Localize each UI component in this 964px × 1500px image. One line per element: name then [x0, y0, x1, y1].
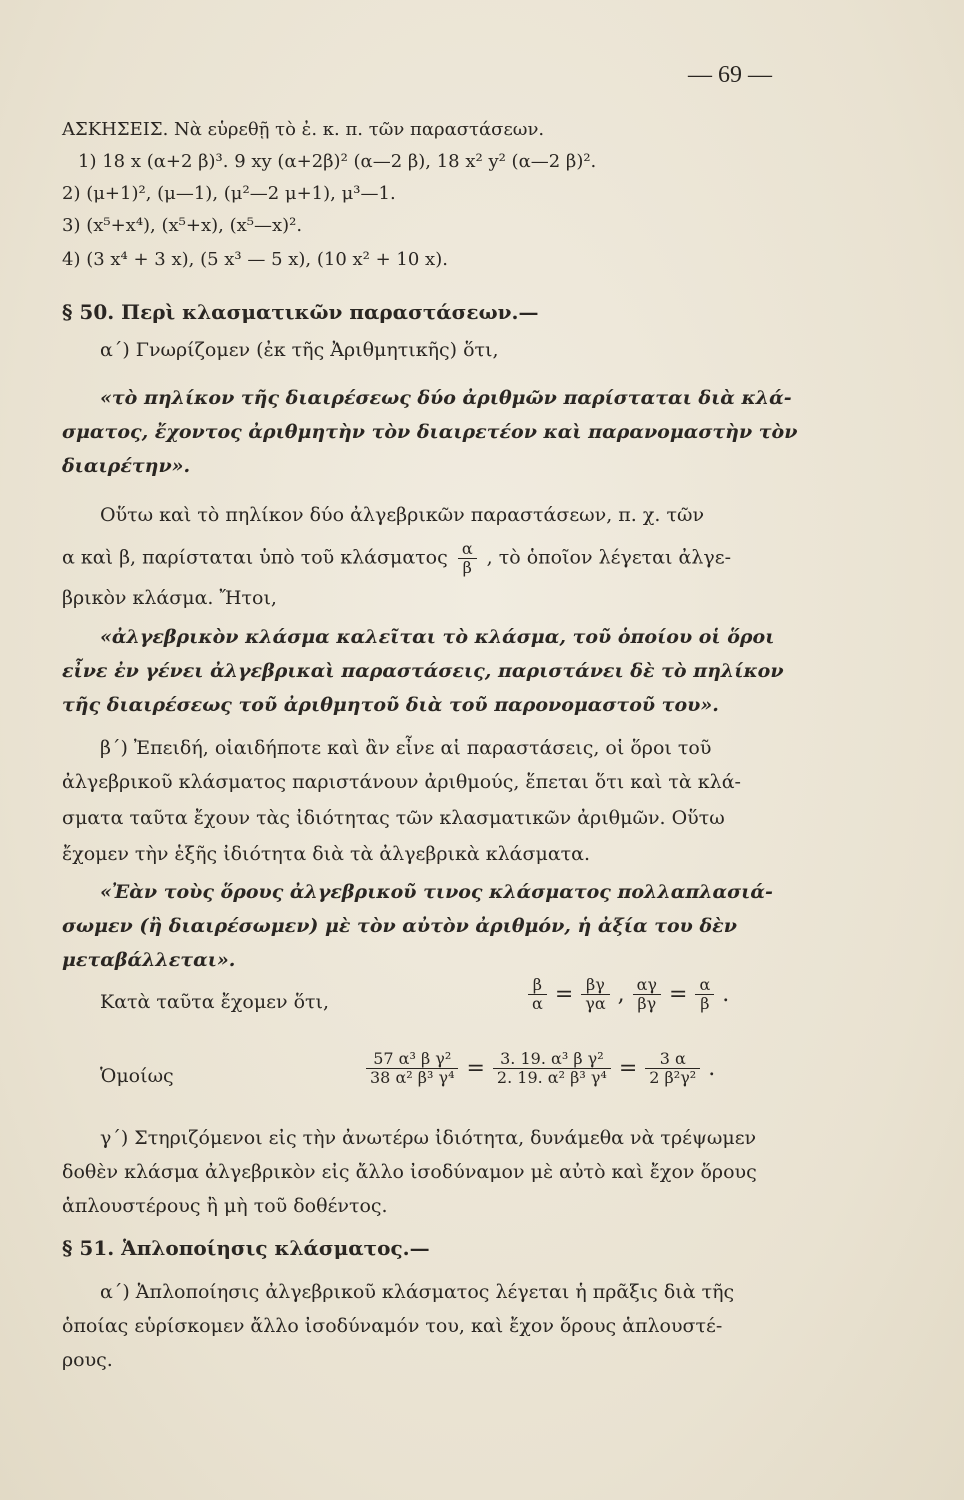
fraction-numerator: 3 α	[645, 1050, 700, 1069]
definition-line: «ἀλγεβρικὸν κλάσμα καλεῖται τὸ κλάσμα, τοῦ ὁποίου οἱ ὅροι	[100, 626, 775, 648]
fraction-numerator: α	[458, 540, 477, 559]
quote-line: «τὸ πηλίκον τῆς διαιρέσεως δύο ἀριθμῶν παρίσταται διὰ κλά-	[100, 387, 792, 409]
definition-line: τῆς διαιρέσεως τοῦ ἀριθμητοῦ διὰ τοῦ παρονομαστοῦ του».	[62, 694, 719, 716]
paragraph-line: α΄) Ἁπλοποίησις ἀλγεβρικοῦ κλάσματος λέγεται ἡ πρᾶξις διὰ τῆς	[100, 1281, 735, 1303]
fraction	[645, 1050, 700, 1087]
fraction-a-over-b	[458, 540, 477, 577]
paragraph-line: δοθὲν κλάσμα ἀλγεβρικὸν εἰς ἄλλο ἰσοδύναμον μὲ αὐτὸ καὶ ἔχον ὅρους	[62, 1161, 757, 1183]
exercise-item: 3) (x⁵+x⁴), (x⁵+x), (x⁵—x)².	[62, 215, 303, 236]
fraction-denominator: 2. 19. α² β³ γ⁴	[496, 1068, 607, 1087]
fraction-denominator: β	[700, 994, 710, 1013]
fraction	[695, 976, 714, 1013]
fraction	[633, 976, 661, 1013]
fraction-denominator: α	[532, 994, 543, 1013]
equation-1: $\frac{\beta}{\alpha}$ = $\frac{\beta\gamma}{\gamma\alpha}$ , $\frac{\alpha\gamma}{\beta\gamma}$ = $\frac{\alpha}{\beta}$ .	[524, 976, 733, 1013]
fraction-numerator: βγ	[581, 976, 609, 995]
fraction	[581, 976, 609, 1013]
equation-label: Κατὰ ταῦτα ἔχομεν ὅτι,	[100, 991, 330, 1013]
quote-line: σωμεν (ἢ διαιρέσωμεν) μὲ τὸν αὐτὸν ἀριθμόν, ἡ ἀξία του δὲν	[62, 915, 737, 937]
text-segment: α καὶ β, παρίσταται ὑπὸ τοῦ κλάσματος	[62, 546, 448, 569]
section-51-heading: § 51. Ἁπλοποίησις κλάσματος.—	[62, 1236, 430, 1260]
quote-line: σματος, ἔχοντος ἀριθμητὴν τὸν διαιρετέον καὶ παρανομαστὴν τὸν	[62, 421, 798, 443]
section-50-heading: § 50. Περὶ κλασματικῶν παραστάσεων.—	[62, 300, 539, 324]
equation-2: $\frac{\text{57 α³ β γ²}}{\text{38 α² β³ γ⁴}}$ = $\frac{\text{3. 19. α³ β γ²}}{\text{2. 19. α² β³ γ⁴}}$ = $\frac{3 \alpha}{\text{2 β²γ²}}$ .	[362, 1050, 719, 1087]
fraction-numerator: αγ	[633, 976, 661, 995]
page-number: — 69 —	[688, 62, 772, 88]
definition-line: εἶνε ἐν γένει ἀλγεβρικαὶ παραστάσεις, παριστάνει δὲ τὸ πηλίκον	[62, 660, 784, 682]
exercise-item: 1) 18 x (α+2 β)³. 9 xy (α+2β)² (α—2 β), 18 x² y² (α—2 β)².	[78, 151, 597, 172]
fraction-denominator: γα	[585, 994, 606, 1013]
paragraph-line: Οὕτω καὶ τὸ πηλίκον δύο ἀλγεβρικῶν παραστάσεων, π. χ. τῶν	[100, 504, 705, 526]
paragraph-line: α΄) Γνωρίζομεν (ἐκ τῆς Ἀριθμητικῆς) ὅτι,	[100, 339, 499, 361]
quote-line: διαιρέτην».	[62, 455, 191, 477]
fraction-denominator: βγ	[637, 994, 657, 1013]
fraction	[493, 1050, 611, 1087]
fraction-denominator: β	[462, 558, 472, 577]
paragraph-line-with-fraction	[62, 540, 922, 577]
fraction-numerator: α	[695, 976, 714, 995]
text-segment: , τὸ ὁποῖον λέγεται ἀλγε-	[486, 546, 731, 569]
paragraph-line: β΄) Ἐπειδή, οἱαιδήποτε καὶ ἂν εἶνε αἱ παραστάσεις, οἱ ὅροι τοῦ	[100, 737, 712, 759]
exercises-title: ΑΣΚΗΣΕΙΣ. Νὰ εὑρεθῇ τὸ ἐ. κ. π. τῶν παραστάσεων.	[62, 119, 545, 140]
paragraph-line: ἀλγεβρικοῦ κλάσματος παριστάνουν ἀριθμούς, ἕπεται ὅτι καὶ τὰ κλά-	[62, 771, 741, 793]
quote-line: μεταβάλλεται».	[62, 949, 236, 971]
fraction	[366, 1050, 458, 1087]
paragraph-line: ἔχομεν τὴν ἑξῆς ἰδιότητα διὰ τὰ ἀλγεβρικὰ κλάσματα.	[62, 843, 591, 865]
exercise-item: 2) (μ+1)², (μ—1), (μ²—2 μ+1), μ³—1.	[62, 183, 396, 204]
quote-line: «Ἐὰν τοὺς ὅρους ἀλγεβρικοῦ τινος κλάσματος πολλαπλασιά-	[100, 881, 773, 903]
paragraph-line: ὁποίας εὑρίσκομεν ἄλλο ἰσοδύναμόν του, καὶ ἔχον ὅρους ἁπλουστέ-	[62, 1315, 723, 1337]
paragraph-line: σματα ταῦτα ἔχουν τὰς ἰδιότητας τῶν κλασματικῶν ἀριθμῶν. Οὕτω	[62, 807, 725, 829]
fraction-denominator: 38 α² β³ γ⁴	[370, 1068, 455, 1087]
paragraph-line: βρικὸν κλάσμα. Ἤτοι,	[62, 587, 277, 609]
fraction-numerator: β	[528, 976, 547, 995]
paragraph-line: γ΄) Στηριζόμενοι εἰς τὴν ἀνωτέρω ἰδιότητα, δυνάμεθα νὰ τρέψωμεν	[100, 1127, 757, 1149]
paragraph-line: ἁπλουστέρους ἢ μὴ τοῦ δοθέντος.	[62, 1195, 388, 1217]
fraction-numerator: 57 α³ β γ²	[366, 1050, 458, 1069]
fraction-denominator: 2 β²γ²	[649, 1068, 697, 1087]
equation-label: Ὁμοίως	[100, 1065, 174, 1087]
paragraph-line: ρους.	[62, 1349, 113, 1371]
fraction-numerator: 3. 19. α³ β γ²	[493, 1050, 611, 1069]
fraction	[528, 976, 547, 1013]
exercise-item: 4) (3 x⁴ + 3 x), (5 x³ — 5 x), (10 x² + 10 x).	[62, 249, 448, 270]
